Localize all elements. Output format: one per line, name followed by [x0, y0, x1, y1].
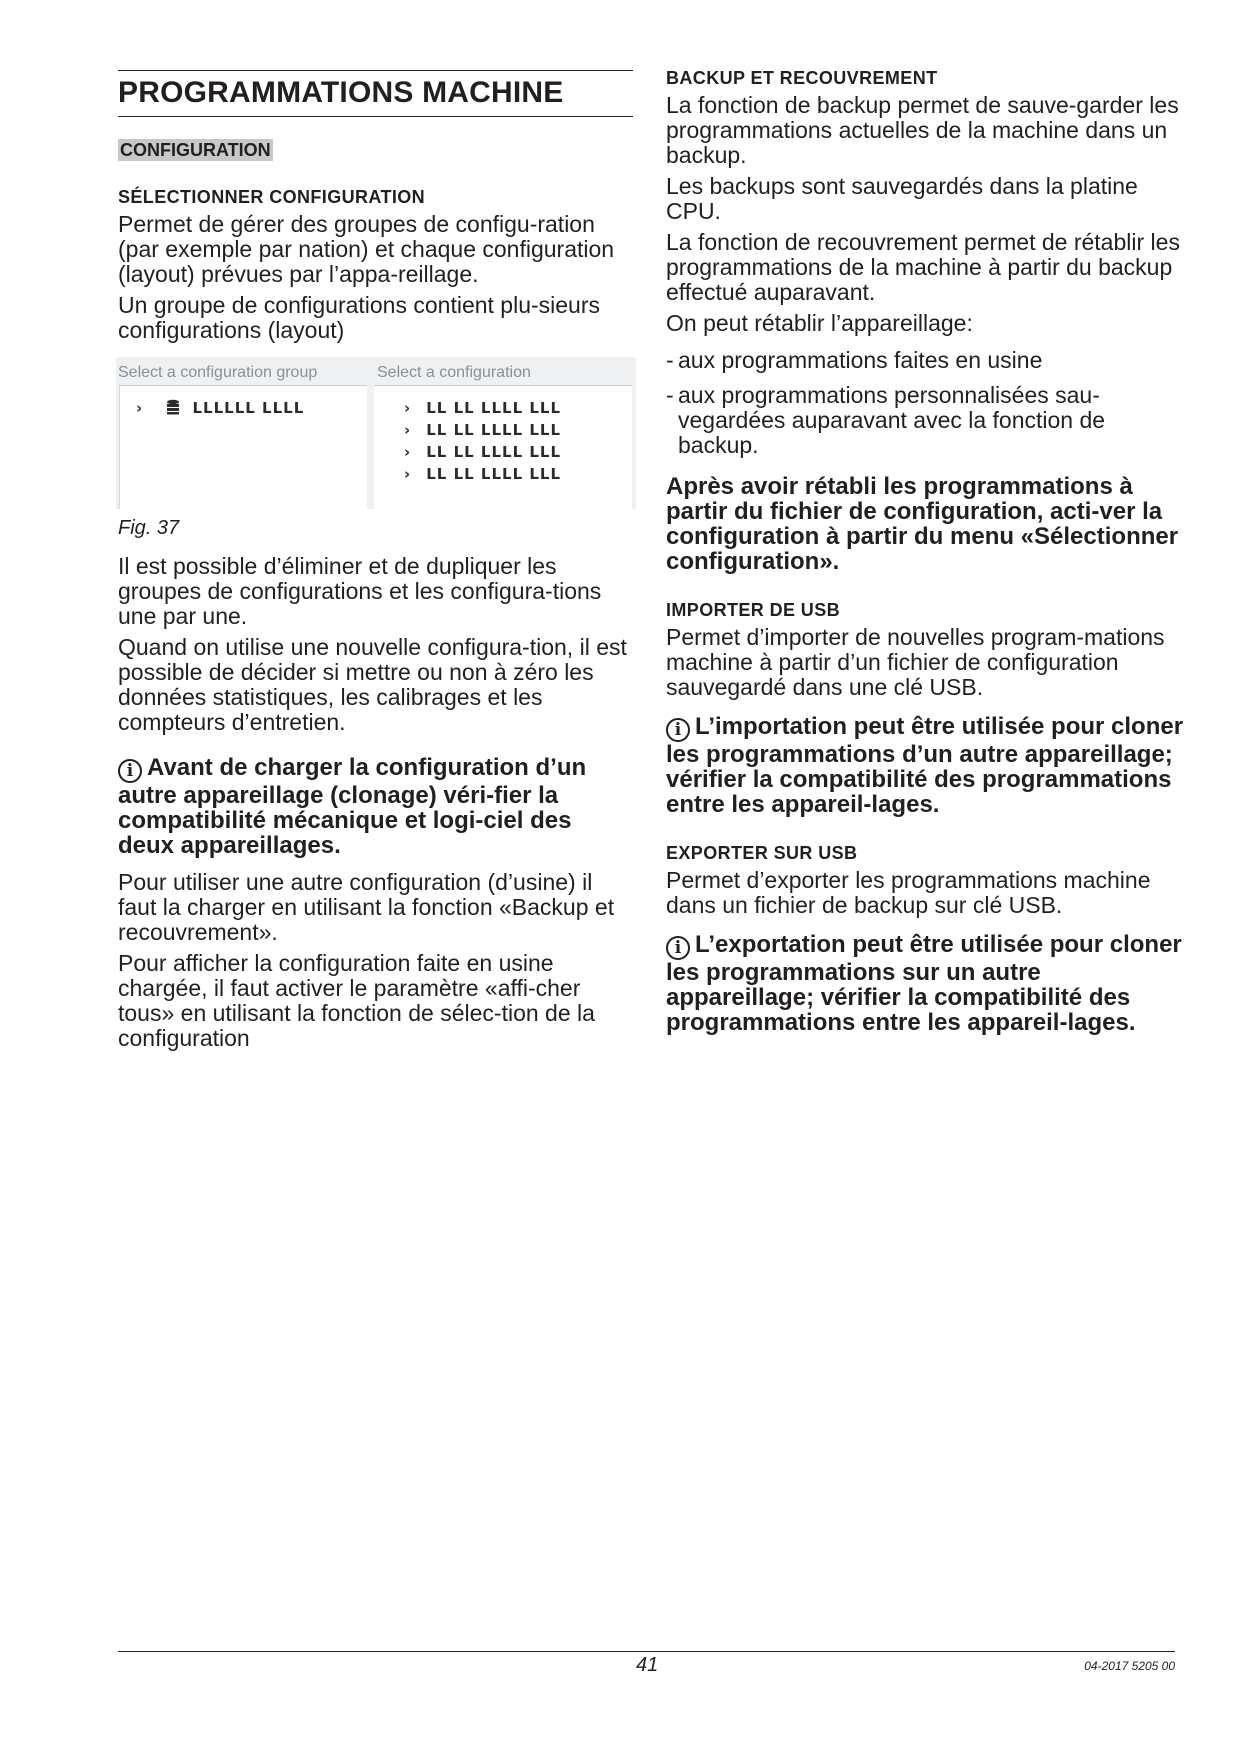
figure-caption: Fig. 37: [118, 517, 180, 539]
list-dash: -: [666, 382, 674, 408]
info-note-text: L’exportation peut être utilisée pour cloner les programmations sur un autre appareillage; vérifier la compatibilité des programmations entre les appareil-lages.: [666, 931, 1182, 1036]
paragraph: La fonction de recouvrement permet de rétablir les programmations de la machine à partir du backup effectué auparavant.: [666, 229, 1180, 305]
chevron-right-icon: ›: [136, 399, 144, 417]
paragraph: Permet d’importer de nouvelles program-mations machine à partir d’un fichier de configuration sauvegardé dans une clé USB.: [666, 624, 1165, 700]
chevron-right-icon: ›: [404, 421, 412, 439]
paragraph: Pour afficher la configuration faite en usine chargée, il faut activer le paramètre «affi-cher tous» en utilisant la fonction de sélec-tion de la configuration: [118, 950, 595, 1051]
list-dash: -: [666, 347, 674, 373]
paragraph: Permet de gérer des groupes de configu-ration (par exemple par nation) et chaque configuration (layout) prévues par l’appa-reillage.: [118, 211, 615, 287]
subheading-backup: BACKUP ET RECOUVREMENT: [666, 68, 938, 88]
group-list-item[interactable]: [136, 399, 304, 419]
paragraph: On peut rétablir l’appareillage:: [666, 310, 973, 336]
paragraph: Pour utiliser une autre configuration (d’usine) il faut la charger en utilisant la fonction «Backup et recouvrement».: [118, 869, 615, 945]
subheading-select-configuration: SÉLECTIONNER CONFIGURATION: [118, 187, 426, 207]
config-item-label: LL LL LLLL LLL: [426, 399, 562, 417]
chevron-right-icon: ›: [404, 443, 412, 461]
group-item-label: LLLLLL LLLL: [192, 399, 305, 417]
chevron-right-icon: ›: [404, 465, 412, 483]
configuration-tag: CONFIGURATION: [120, 140, 271, 160]
config-list-item[interactable]: [404, 443, 561, 461]
group-column-header: Select a configuration group: [118, 364, 318, 381]
config-column-header: Select a configuration: [377, 364, 531, 381]
info-icon: i: [666, 718, 690, 742]
info-icon: i: [118, 759, 142, 783]
paragraph: Il est possible d’éliminer et de dupliquer les groupes de configurations et les configura-tions une par une.: [118, 553, 602, 629]
database-icon: [166, 399, 180, 419]
info-note-text: L’importation peut être utilisée pour cloner les programmations d’un autre appareillage; vérifier la compatibilité des programmations entre les appareil-lages.: [666, 713, 1184, 818]
config-item-label: LL LL LLLL LLL: [426, 465, 562, 483]
config-list-item[interactable]: [404, 421, 561, 439]
page-number: 41: [636, 1654, 659, 1676]
section-title: PROGRAMMATIONS MACHINE: [118, 70, 633, 117]
paragraph: La fonction de backup permet de sauve-garder les programmations actuelles de la machine dans un backup.: [666, 92, 1179, 168]
list-item-text: aux programmations personnalisées sau-vegardées auparavant avec la fonction de backup.: [678, 382, 1106, 458]
subheading-export: EXPORTER SUR USB: [666, 843, 858, 863]
subheading-import: IMPORTER DE USB: [666, 600, 841, 620]
figure-configuration-selector: [116, 357, 636, 509]
list-item: [666, 348, 1191, 373]
left-column: [118, 70, 633, 1057]
paragraph: Permet d’exporter les programmations machine dans un fichier de backup sur clé USB.: [666, 867, 1151, 918]
info-note: [666, 714, 1191, 817]
right-column: [666, 68, 1191, 1041]
info-note: [118, 755, 633, 858]
document-code: 04-2017 5205 00: [1084, 1659, 1175, 1673]
paragraph: Un groupe de configurations contient plu-sieurs configurations (layout): [118, 292, 601, 343]
config-list-item[interactable]: [404, 465, 561, 483]
config-item-label: LL LL LLLL LLL: [426, 443, 562, 461]
info-note-text: Avant de charger la configuration d’un autre appareillage (clonage) véri-fier la compatibilité mécanique et logi-ciel des deux appareillages.: [118, 754, 587, 859]
paragraph: Les backups sont sauvegardés dans la platine CPU.: [666, 173, 1138, 224]
list-item-text: aux programmations faites en usine: [678, 347, 1043, 373]
list-item: [666, 383, 1191, 458]
bold-note: Après avoir rétabli les programmations à partir du fichier de configuration, acti-ver la configuration à partir du menu «Sélectionner configuration».: [666, 473, 1179, 575]
chevron-right-icon: ›: [404, 399, 412, 417]
footer-divider: [118, 1651, 1175, 1652]
info-icon: i: [666, 936, 690, 960]
info-note: [666, 932, 1191, 1035]
config-item-label: LL LL LLLL LLL: [426, 421, 562, 439]
config-list-item[interactable]: [404, 399, 561, 417]
paragraph: Quand on utilise une nouvelle configura-tion, il est possible de décider si mettre ou non à zéro les données statistiques, les calibrages et les compteurs d’entretien.: [118, 634, 627, 735]
